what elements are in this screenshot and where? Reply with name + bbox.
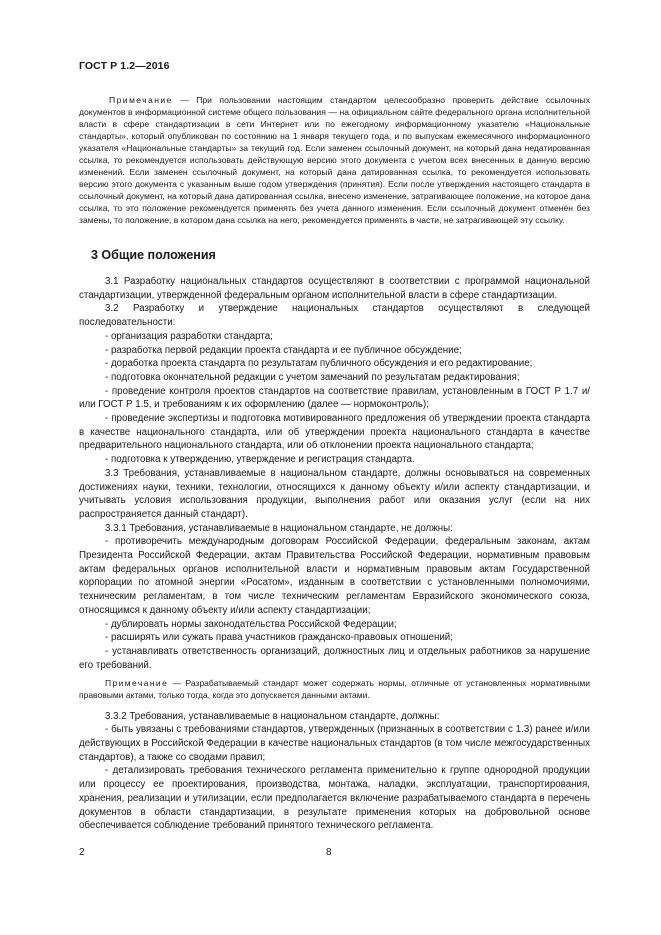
section-title: 3 Общие положения <box>91 248 216 262</box>
list-item: - подготовка окончательной редакции с учетом замечаний по результатам редактирования; <box>105 371 520 383</box>
list-item: - быть увязаны с требованиями стандартов, утвержденных (признанных в соответствии с 1.3) ранее и/или действующих в Российской Федерации в качестве национальных стандартов (в том числе межгосударственных стандартов), а также со сводами правил; <box>79 724 590 763</box>
list-item: - детализировать требования технического регламента применительно к группе однородной продукции или процессу ее проектирования, производства, монтажа, наладки, эксплуатации, транспортирования, хранения, реализации и утилизации, если предполагается включение разрабатываемого стандарта в перечень документов в области стандартизации, в результате применения которых на добровольной основе обеспечивается соблюдение требований принятого технического регламента. <box>79 765 590 832</box>
note-text: — При пользовании настоящим стандартом целесообразно проверить действие ссылочных документов в информационной системе общего пользования — на официальном сайте федерального органа исполнительной власти в сфере стандартизации в сети Интернет или по ежегодному информационному указателю «Национальные стандарты», который опубликован по состоянию на 1 января текущего года, и по выпускам ежемесячного информационного указателя «Национальные стандарты» за текущий год. Если заменен ссылочный документ, на который дана недатированная ссылка, то рекомендуется использовать действующую версию этого документа с учетом всех внесенных в данную версию изменений. Если заменен ссылочный документ, на который дана датированная ссылка, то рекомендуется использовать версию этого документа с указанным выше годом утверждения (принятия). Если после утверждения настоящего стандарта в ссылочный документ, на который дана датированная ссылка, внесено изменение, затрагивающее положение, на которое дана ссылка, то это положение рекомендуется применять без учета данного изменения. Если ссылочный документ отменен без замены, то положение, в котором дана ссылка на него, рекомендуется применять в части, не затрагивающей эту ссылку. <box>79 95 590 225</box>
note-top <box>79 95 590 226</box>
list-item: - проведение экспертизы и подготовка мотивированного предложения об утверждении проекта стандарта в качестве национального стандарта, или об утверждении проекта национального стандарта в качестве предварительного национального стандарта, или об отклонении проекта национального стандарта; <box>79 413 590 452</box>
paragraph: 3.3.1 Требования, устанавливаемые в национальном стандарте, не должны: <box>105 522 453 534</box>
list-item: - доработка проекта стандарта по результатам публичного обсуждения и его редактирование; <box>105 358 533 370</box>
document-header: ГОСТ Р 1.2—2016 <box>79 60 170 72</box>
page-number-left: 2 <box>79 847 85 858</box>
list-item: - проведение контроля проектов стандартов на соответствие правилам, установленным в ГОСТ Р 1.7 и/или ГОСТ Р 1.5, и требованиям к их оформлению (далее — нормоконтроль); <box>79 385 590 411</box>
list-item: - расширять или сужать права участников гражданско-правовых отношений; <box>105 632 453 644</box>
note-label: Примечание <box>105 678 169 689</box>
paragraph: 3.1 Разработку национальных стандартов осуществляют в соответствии с программой национальной стандартизации, утвержденной федеральным органом исполнительной власти в сфере стандартизации. <box>79 276 590 301</box>
paragraph: 3.3.2 Требования, устанавливаемые в национальном стандарте, должны: <box>105 710 440 722</box>
list-item: - разработка первой редакции проекта стандарта и ее публичное обсуждение; <box>105 344 462 356</box>
list-item: - дублировать нормы законодательства Российской Федерации; <box>105 618 397 630</box>
page-number-center: 8 <box>326 847 332 858</box>
paragraph: 3.3 Требования, устанавливаемые в национальном стандарте, должны основываться на современных достижениях науки, техники, технологии, относящихся к данному объекту и/или аспекту стандартизации, и учитывать условия использования продукции, выполнения работ или оказания услуг (если на них распространяется данный стандарт). <box>79 467 590 520</box>
list-item: - устанавливать ответственность организаций, должностных лиц и отдельных работников за нарушение его требований. <box>79 645 590 671</box>
note-text: — Разрабатываемый стандарт может содержать нормы, отличные от установленных нормативными правовыми актами, только тогда, когда это допускается данными актами. <box>79 678 590 700</box>
section-body <box>79 275 590 833</box>
paragraph: 3.2 Разработку и утверждение национальных стандартов осуществляют в следующей последовательности: <box>79 303 590 329</box>
list-item: - организация разработки стандарта; <box>105 330 273 342</box>
note-mid <box>79 678 590 701</box>
list-item: - подготовка к утверждению, утверждение и регистрация стандарта. <box>105 454 415 466</box>
list-item: - противоречить международным договорам Российской Федерации, федеральным законам, актам Президента Российской Федерации, актам Правительства Российской Федерации, нормативным правовым актам федеральных органов исполнительной власти и нормативным правовым актам Государственной корпорации по атомной энергии «Росатом», изданным в соответствии с установленными полномочиями, техническим регламентам, в том числе техническим регламентам Евразийского экономического союза, относящимся к данному объекту и/или аспекту стандартизации; <box>79 536 590 616</box>
note-label: Примечание <box>109 95 173 105</box>
